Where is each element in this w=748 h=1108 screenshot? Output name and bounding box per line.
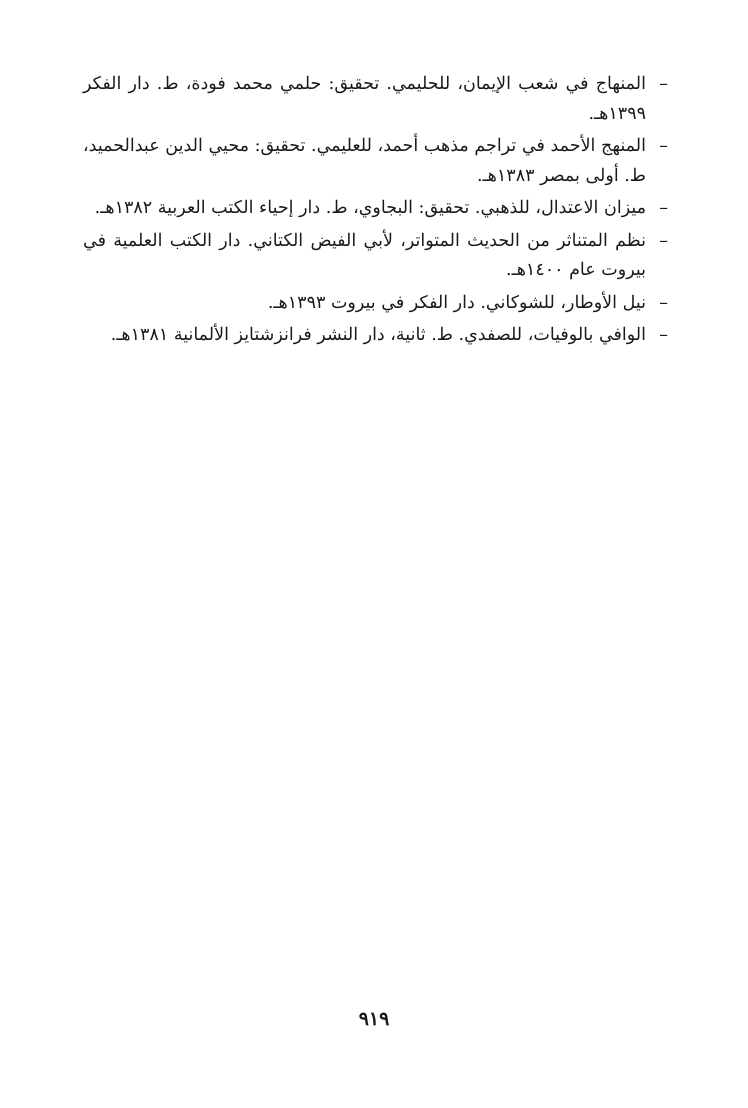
list-dash: – <box>659 74 668 94</box>
reference-text: المنهج الأحمد في تراجم مذهب أحمد، للعليمي. تحقيق: محيي الدين عبدالحميد، ط. أولى بمصر ١٣٨٣هـ. <box>83 136 646 186</box>
list-dash: – <box>659 136 668 156</box>
reference-text: ميزان الاعتدال، للذهبي. تحقيق: البجاوي، ط. دار إحياء الكتب العربية ١٣٨٢هـ. <box>94 198 646 218</box>
list-dash: – <box>659 198 668 218</box>
list-dash: – <box>659 230 668 251</box>
reference-item <box>83 70 668 129</box>
reference-item <box>83 227 668 286</box>
reference-item <box>83 321 668 351</box>
page-number: ٩١٩ <box>358 1008 390 1030</box>
reference-text: الوافي بالوفيات، للصفدي. ط. ثانية، دار النشر فرانزشتايز الألمانية ١٣٨١هـ. <box>110 325 646 345</box>
reference-item <box>83 194 668 224</box>
list-dash: – <box>659 292 668 313</box>
reference-text: نيل الأوطار، للشوكاني. دار الفكر في بيروت ١٣٩٣هـ. <box>267 292 646 313</box>
reference-item <box>83 132 668 191</box>
reference-text: نظم المتناثر من الحديث المتواتر، لأبي الفيض الكتاني. دار الكتب العلمية في بيروت عام ١٤٠٠هـ. <box>83 230 646 280</box>
reference-text: المنهاج في شعب الإيمان، للحليمي. تحقيق: حلمي محمد فودة، ط. دار الفكر ١٣٩٩هـ. <box>83 74 646 124</box>
list-dash: – <box>659 325 668 345</box>
references-list <box>83 70 668 354</box>
reference-item <box>83 289 668 319</box>
